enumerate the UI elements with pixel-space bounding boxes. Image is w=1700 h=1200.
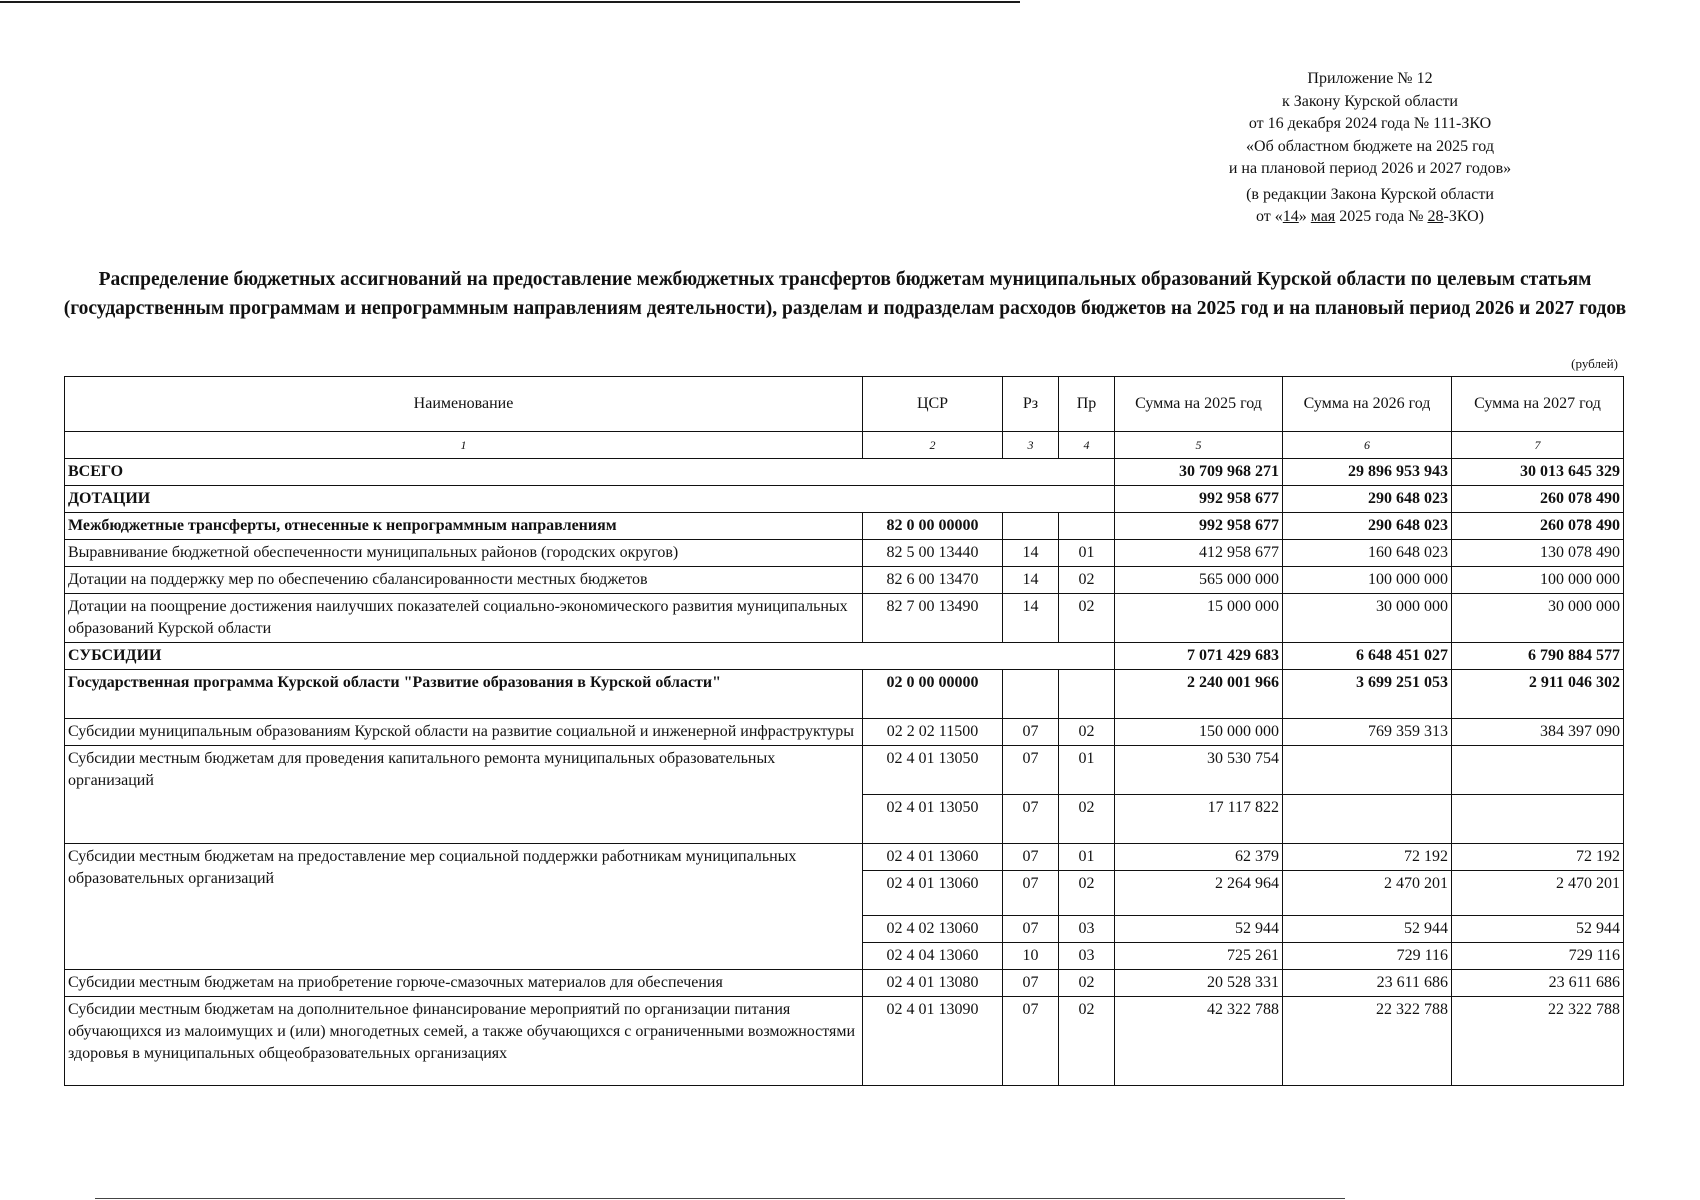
revision-day: 14 [1282,208,1299,225]
row-name: ВСЕГО [65,459,1115,486]
amount-2026 [1283,746,1452,795]
row-pr: 03 [1059,943,1115,970]
amount-2025: 20 528 331 [1115,970,1283,997]
row-pr: 02 [1059,594,1115,643]
amount-2027: 729 116 [1452,943,1624,970]
row-csr: 82 7 00 13490 [863,594,1003,643]
col-header-pr: Пр [1059,377,1115,432]
amount-2025: 992 958 677 [1115,486,1283,513]
scan-edge-top [0,1,1020,3]
row-rz: 07 [1003,795,1059,844]
col-number: 4 [1059,432,1115,459]
row-csr: 02 4 04 13060 [863,943,1003,970]
amount-2026: 3 699 251 053 [1283,670,1452,719]
col-number: 6 [1283,432,1452,459]
amount-2027: 52 944 [1452,916,1624,943]
row-pr: 02 [1059,719,1115,746]
amount-2026: 72 192 [1283,844,1452,871]
amount-2027: 72 192 [1452,844,1624,871]
amount-2025: 30 709 968 271 [1115,459,1283,486]
col-number: 2 [863,432,1003,459]
row-rz: 07 [1003,916,1059,943]
row-pr: 01 [1059,746,1115,795]
row-pr: 02 [1059,871,1115,916]
row-name: Субсидии местным бюджетам на дополнительное финансирование мероприятий по организации питания обучающихся из малоимущих и (или) многодетных семей, а также обучающихся с ограниченными возможностями здоровья в муниципальных общеобразовательных организациях [65,997,863,1086]
amount-2025: 2 240 001 966 [1115,670,1283,719]
table-row [65,540,1624,567]
amount-2026: 100 000 000 [1283,567,1452,594]
amount-2025: 42 322 788 [1115,997,1283,1086]
amount-2027: 100 000 000 [1452,567,1624,594]
row-csr: 02 4 01 13060 [863,871,1003,916]
appendix-line: «Об областном бюджете на 2025 год [1246,137,1494,155]
row-csr: 82 5 00 13440 [863,540,1003,567]
amount-2027: 2 911 046 302 [1452,670,1624,719]
amount-2027: 2 470 201 [1452,871,1624,916]
revision-month: мая [1310,208,1336,225]
row-rz: 07 [1003,844,1059,871]
table-row-dotacii [65,486,1624,513]
table-row [65,997,1624,1086]
unit-label: (рублей) [1571,356,1618,371]
amount-2025: 30 530 754 [1115,746,1283,795]
row-name: Дотации на поощрение достижения наилучших показателей социально-экономического развития муниципальных образований Курской области [65,594,863,643]
amount-2025: 412 958 677 [1115,540,1283,567]
row-rz: 14 [1003,594,1059,643]
col-number: 1 [65,432,863,459]
row-rz: 07 [1003,719,1059,746]
table-row [65,513,1624,540]
col-header-2027: Сумма на 2027 год [1452,377,1624,432]
row-rz: 07 [1003,871,1059,916]
document-title: Распределение бюджетных ассигнований на предоставление межбюджетных трансфертов бюджетам муниципальных образований Курской области по целевым статьям (государственным программам и непрограммным направлениям деятельности), разделам и подразделам расходов бюджетов на 2025 год и на плановый период 2026 и 2027 годов [63,269,1627,319]
amount-2027: 30 013 645 329 [1452,459,1624,486]
table-row [65,970,1624,997]
amount-2025: 725 261 [1115,943,1283,970]
amount-2026: 769 359 313 [1283,719,1452,746]
amount-2026: 23 611 686 [1283,970,1452,997]
revision-line: (в редакции Закона Курской области [1246,185,1494,203]
row-csr: 02 4 01 13060 [863,844,1003,871]
revision-text: » [1298,208,1311,225]
amount-2026: 290 648 023 [1283,486,1452,513]
appendix-line: и на плановой период 2026 и 2027 годов» [1228,160,1512,177]
amount-2026: 52 944 [1283,916,1452,943]
row-pr: 02 [1059,795,1115,844]
col-number: 3 [1003,432,1059,459]
amount-2025: 15 000 000 [1115,594,1283,643]
amount-2025: 7 071 429 683 [1115,643,1283,670]
row-pr: 02 [1059,997,1115,1086]
row-rz: 10 [1003,943,1059,970]
row-name: СУБСИДИИ [65,643,1115,670]
amount-2027: 260 078 490 [1452,513,1624,540]
table-row [65,844,1624,871]
column-number-row [65,432,1624,459]
appendix-line: Приложение № 12 [1307,70,1433,87]
row-csr: 02 4 02 13060 [863,916,1003,943]
row-name: Выравнивание бюджетной обеспеченности муниципальных районов (городских округов) [65,540,863,567]
row-rz: 14 [1003,540,1059,567]
col-header-csr: ЦСР [863,377,1003,432]
amount-2026: 160 648 023 [1283,540,1452,567]
amount-2026: 22 322 788 [1283,997,1452,1086]
row-pr: 02 [1059,567,1115,594]
row-name: Межбюджетные трансферты, отнесенные к непрограммным направлениям [65,513,863,540]
row-rz: 07 [1003,746,1059,795]
row-csr: 82 0 00 00000 [863,513,1003,540]
row-name: Субсидии местным бюджетам для проведения капитального ремонта муниципальных образовательных организаций [65,746,863,844]
amount-2027: 130 078 490 [1452,540,1624,567]
table-row [65,746,1624,795]
table-row [65,567,1624,594]
table-row [65,594,1624,643]
row-csr: 02 4 01 13080 [863,970,1003,997]
appendix-line: от 16 декабря 2024 года № 111-ЗКО [1248,115,1492,132]
revision-text: от « [1256,208,1283,225]
col-number: 5 [1115,432,1283,459]
row-csr: 02 2 02 11500 [863,719,1003,746]
row-rz [1003,513,1059,540]
amount-2027: 384 397 090 [1452,719,1624,746]
amount-2027 [1452,746,1624,795]
table-row-subsidii [65,643,1624,670]
row-name: ДОТАЦИИ [65,486,1115,513]
row-rz [1003,670,1059,719]
row-csr: 02 0 00 00000 [863,670,1003,719]
amount-2025: 2 264 964 [1115,871,1283,916]
row-csr: 02 4 01 13050 [863,795,1003,844]
row-name: Субсидии муниципальным образованиям Курской области на развитие социальной и инженерной инфраструктуры [65,719,863,746]
row-name: Дотации на поддержку мер по обеспечению сбалансированности местных бюджетов [65,567,863,594]
row-csr: 82 6 00 13470 [863,567,1003,594]
amount-2025: 17 117 822 [1115,795,1283,844]
amount-2027: 30 000 000 [1452,594,1624,643]
amount-2027: 23 611 686 [1452,970,1624,997]
amount-2025: 52 944 [1115,916,1283,943]
amount-2027: 260 078 490 [1452,486,1624,513]
budget-table [64,376,1624,1086]
amount-2026: 6 648 451 027 [1283,643,1452,670]
row-csr: 02 4 01 13050 [863,746,1003,795]
row-pr: 01 [1059,540,1115,567]
amount-2027: 22 322 788 [1452,997,1624,1086]
table-row-total [65,459,1624,486]
table-header-row [65,377,1624,432]
amount-2027 [1452,795,1624,844]
row-name: Субсидии местным бюджетам на предоставление мер социальной поддержки работникам муниципальных образовательных организаций [65,844,863,970]
col-header-name: Наименование [65,377,863,432]
row-csr: 02 4 01 13090 [863,997,1003,1086]
amount-2026: 729 116 [1283,943,1452,970]
revision-text: -ЗКО) [1443,208,1484,225]
row-name: Государственная программа Курской области "Развитие образования в Курской области" [65,670,863,719]
row-pr: 02 [1059,970,1115,997]
row-name: Субсидии местным бюджетам на приобретение горюче-смазочных материалов для обеспечения [65,970,863,997]
row-pr: 01 [1059,844,1115,871]
amount-2026: 30 000 000 [1283,594,1452,643]
revision-date-line [1180,206,1560,229]
table-row [65,670,1624,719]
amount-2026: 290 648 023 [1283,513,1452,540]
row-pr [1059,670,1115,719]
row-pr: 03 [1059,916,1115,943]
row-rz: 14 [1003,567,1059,594]
col-header-rz: Рз [1003,377,1059,432]
amount-2026 [1283,795,1452,844]
revision-number: 28 [1427,208,1444,225]
amount-2025: 150 000 000 [1115,719,1283,746]
amount-2025: 565 000 000 [1115,567,1283,594]
row-rz: 07 [1003,997,1059,1086]
amount-2025: 992 958 677 [1115,513,1283,540]
col-number: 7 [1452,432,1624,459]
table-row [65,719,1624,746]
amount-2027: 6 790 884 577 [1452,643,1624,670]
col-header-2025: Сумма на 2025 год [1115,377,1283,432]
col-header-2026: Сумма на 2026 год [1283,377,1452,432]
row-pr [1059,513,1115,540]
row-rz: 07 [1003,970,1059,997]
scan-edge-bottom [95,1198,1345,1199]
revision-text: 2025 года № [1335,208,1428,225]
appendix-line: к Закону Курской области [1282,92,1458,110]
amount-2026: 29 896 953 943 [1283,459,1452,486]
amount-2026: 2 470 201 [1283,871,1452,916]
amount-2025: 62 379 [1115,844,1283,871]
appendix-header [1180,68,1560,229]
